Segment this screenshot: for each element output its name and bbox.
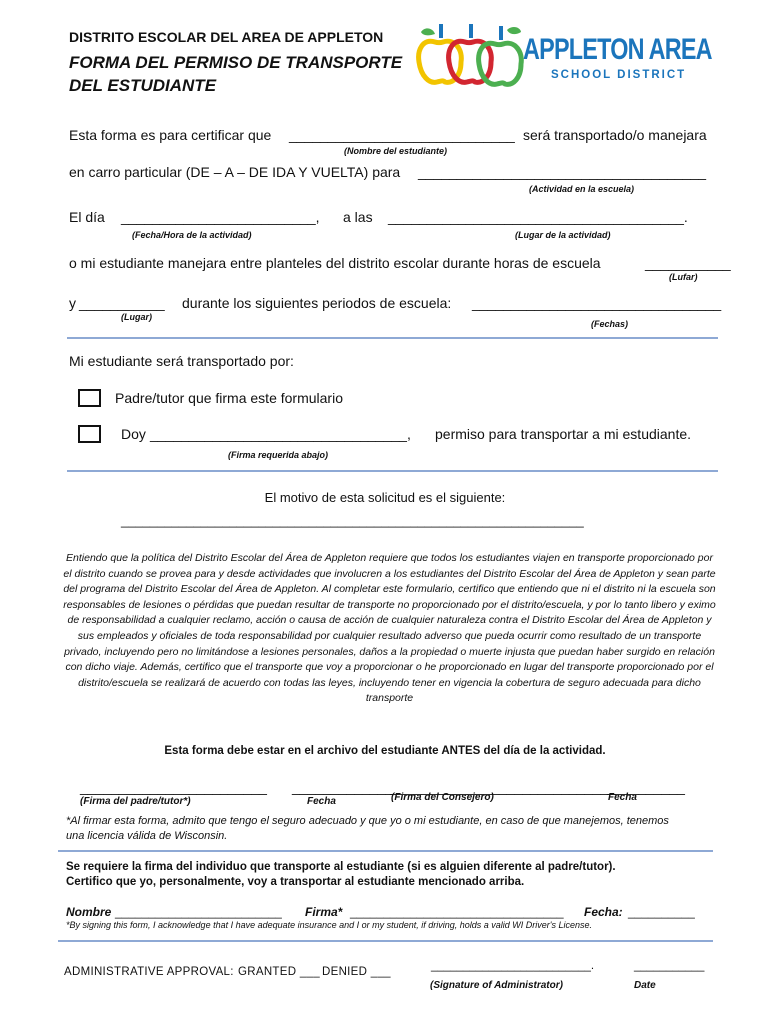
other-driver-checkbox[interactable] <box>78 425 101 443</box>
other-driver-blank[interactable]: _________________________________, <box>150 426 411 442</box>
footnote-line1: *Al firmar esta forma, admito que tengo el seguro adecuado y que yo o mi estudiante, en caso de que manejemos, tenemos <box>66 815 669 827</box>
driver-signature-blank[interactable]: ________________________________ <box>350 905 564 919</box>
admin-signature-label: (Signature of Administrator) <box>430 980 563 991</box>
driver-date-label: Fecha: <box>584 905 623 919</box>
driver-name-blank[interactable]: _________________________ <box>115 905 282 919</box>
date-time-caption: (Fecha/Hora de la actividad) <box>132 230 252 240</box>
student-name-blank[interactable]: _____________________________ <box>289 127 515 143</box>
other-option-prefix: Doy <box>121 426 146 442</box>
admin-denied[interactable]: DENIED ___ <box>322 966 391 978</box>
divider <box>58 850 713 852</box>
reason-label: El motivo de esta solicitud es el siguiente: <box>264 490 506 505</box>
english-insurance-note: *By signing this form, I acknowledge that I have adequate insurance and I or my student, if driving, holds a valid WI Driver's License. <box>66 920 592 930</box>
driver-signature-label: Firma* <box>305 905 343 919</box>
apples-icon <box>415 20 525 90</box>
activity-caption: (Actividad en la escuela) <box>529 184 635 194</box>
admin-date-blank[interactable]: ___________ <box>634 960 705 972</box>
line1-prefix: Esta forma es para certificar que <box>69 127 272 143</box>
line3-mid: a las <box>343 209 373 225</box>
admin-date-label: Date <box>634 980 656 991</box>
parent-signature-label: (Firma del padre/tutor*) <box>80 796 191 807</box>
admin-approval-label: ADMINISTRATIVE APPROVAL: <box>64 966 234 978</box>
place-blank[interactable]: ___________ <box>645 255 731 271</box>
divider <box>58 940 713 942</box>
district-name: DISTRITO ESCOLAR DEL AREA DE APPLETON <box>69 29 384 45</box>
parent-signature-blank[interactable]: ________________________ <box>80 779 267 795</box>
logo-subtitle: SCHOOL DISTRICT <box>551 69 687 81</box>
activity-blank[interactable]: _____________________________________ <box>418 164 707 180</box>
board-date-blank[interactable]: __________ <box>607 779 685 795</box>
line5-mid: durante los siguientes periodos de escuela: <box>182 295 452 311</box>
line5-prefix: y <box>69 295 76 311</box>
form-title-line2: DEL ESTUDIANTE <box>69 76 217 95</box>
location-caption: (Lugar de la actividad) <box>515 230 611 240</box>
logo-title: APPLETON AREA <box>523 33 712 66</box>
driver-requirement: Se requiere la firma del individuo que transporte al estudiante (si es alguien diferente al padre/tutor). <box>66 861 616 873</box>
line2-prefix: en carro particular (DE – A – DE IDA Y VUELTA) para <box>69 164 401 180</box>
driver-name-label: Nombre <box>66 905 112 919</box>
parent-checkbox[interactable] <box>78 389 101 407</box>
district-logo <box>415 20 735 92</box>
board-signature-label: (Firma del Consejero) <box>391 792 494 803</box>
parent-date-label: Fecha <box>307 796 336 807</box>
student-name-caption: (Nombre del estudiante) <box>344 146 448 156</box>
divider <box>67 337 718 339</box>
policy-paragraph: Entiendo que la política del Distrito Escolar del Área de Appleton requiere que todos los estudiantes viajen en transporte proporcionado por el distrito cuando se provea para y desde actividades que involucren a los estudiantes del Distrito Escolar del Área de Appleton y sean parte del programa del Distrito Escolar del Área de Appleton. Al completar este formulario, certifico que entiendo que ni el distrito ni la escuela son responsables de lesiones o pérdidas que puedan resultar de transporte no proporcionado por el distrito/escuela, y por lo tanto libero y eximo de responsabilidad a cualquier reclamo, acción o causa de acción de cualquier naturaleza contra el Distrito Escolar del Área de Appleton y sus empleados y oficiales de toda responsabilidad por cualquier resultado adverso que pueda ocurrir como resultado de un transporte privado, incluyendo pero no limitándose a lesiones personales, daños a la propiedad o muerte injusta que puedan haber surgido en relación con dicho viaje. Además, certifico que el transporte que voy a proporcionar o he proporcionado en lugar del transporte proporcionado por el distrito/escuela se realizará de acuerdo con todas las leyes, incluyendo tener en vigencia la cobertura de seguro adecuada para dicho transporte <box>63 552 716 705</box>
divider <box>67 470 718 472</box>
parent-option-label: Padre/tutor que firma este formulario <box>115 390 343 406</box>
line4-text: o mi estudiante manejara entre planteles del distrito escolar durante horas de escuela <box>69 255 601 271</box>
line1-suffix: será transportado/o manejara <box>523 127 707 143</box>
date-time-blank[interactable]: _________________________, <box>121 209 320 225</box>
board-date-label: Fecha <box>608 792 637 803</box>
dates-blank[interactable]: ________________________________ <box>472 295 722 311</box>
place2-caption: (Lugar) <box>121 312 152 322</box>
board-signature-blank[interactable]: _____________________________ <box>390 779 616 795</box>
location-blank[interactable]: ______________________________________. <box>388 209 688 225</box>
other-option-caption: (Firma requerida abajo) <box>228 450 329 460</box>
form-title-line1: FORMA DEL PERMISO DE TRANSPORTE <box>69 53 403 72</box>
line3-prefix: El día <box>69 209 105 225</box>
place2-blank[interactable]: ___________ <box>79 295 165 311</box>
dates-caption: (Fechas) <box>591 319 629 329</box>
place-caption: (Lufar) <box>669 272 698 282</box>
reason-blank[interactable]: ________________________________________________________________ <box>121 513 584 528</box>
admin-signature-blank[interactable]: _________________________. <box>431 960 595 972</box>
admin-granted[interactable]: GRANTED ___ <box>238 966 320 978</box>
driver-certification: Certifico que yo, personalmente, voy a transportar al estudiante mencionado arriba. <box>66 876 525 888</box>
footnote-line2: una licencia válida de Wisconsin. <box>66 830 228 842</box>
parent-date-blank[interactable]: _____________ <box>292 779 394 795</box>
other-option-suffix: permiso para transportar a mi estudiante. <box>435 426 692 442</box>
file-notice: Esta forma debe estar en el archivo del estudiante ANTES del día de la actividad. <box>164 745 606 757</box>
driver-date-blank[interactable]: __________ <box>628 905 695 919</box>
transport-heading: Mi estudiante será transportado por: <box>69 353 294 369</box>
